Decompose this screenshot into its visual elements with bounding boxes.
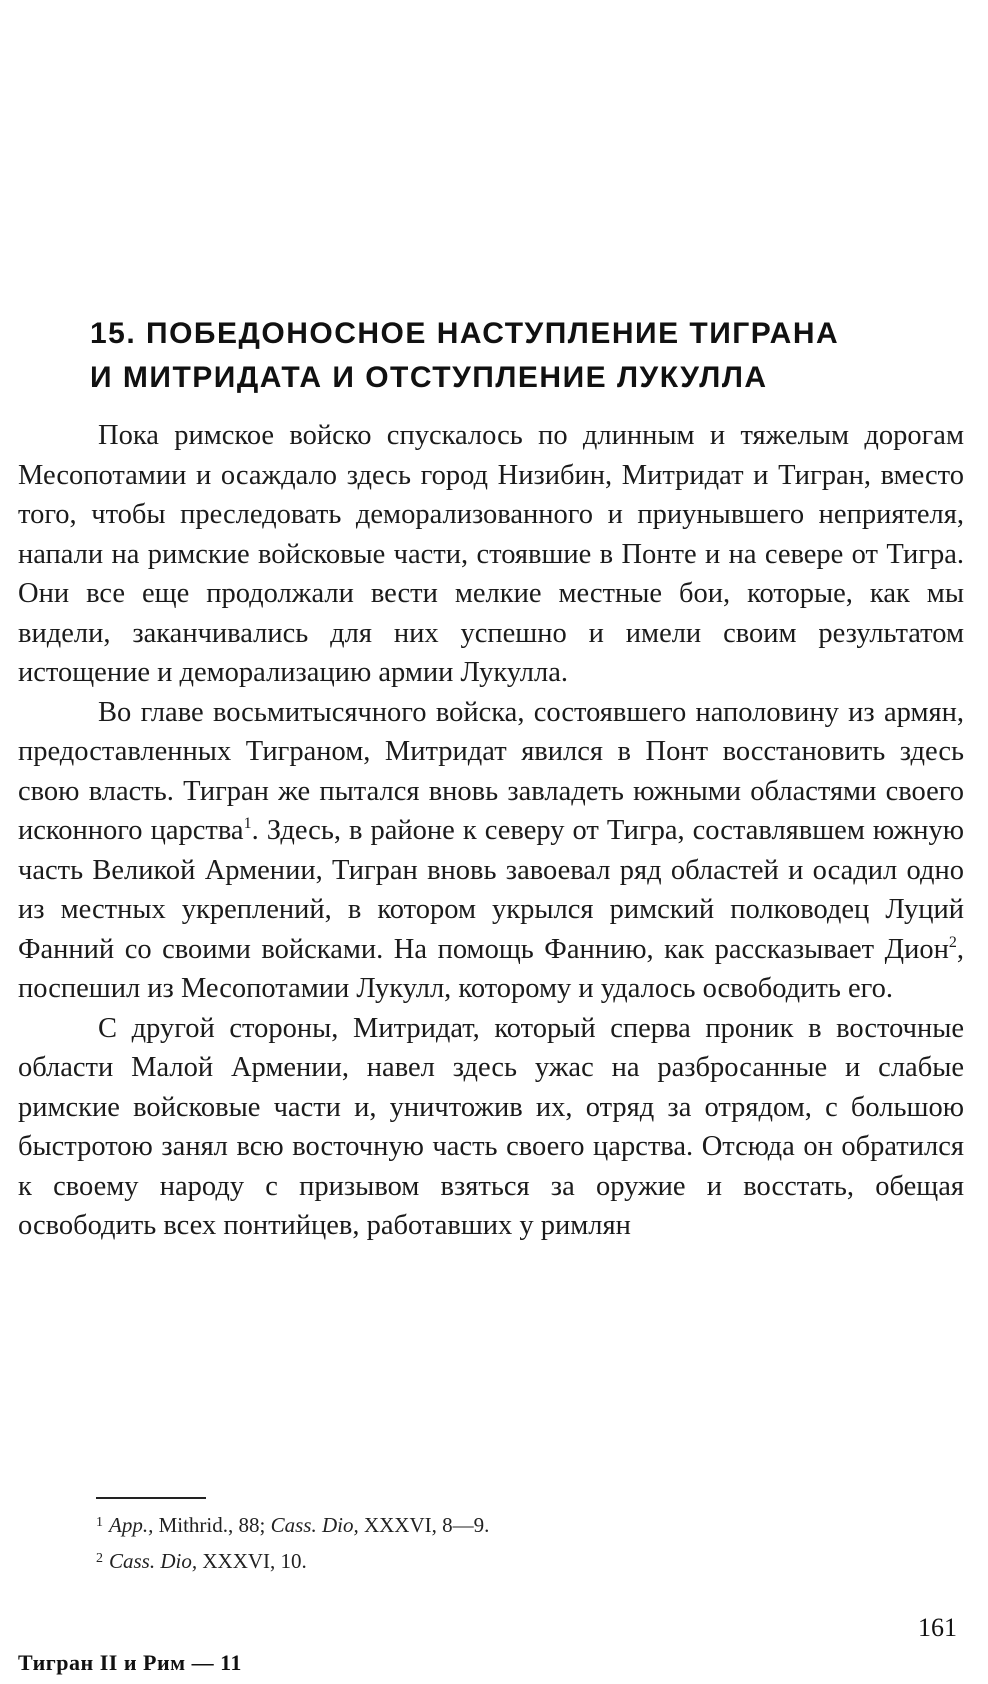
paragraph-2-part-3: , поспешил из Месопотамии Лукулл, которому и удалось освободить его. [18, 933, 964, 1004]
footnotes [96, 1506, 896, 1578]
chapter-heading [90, 312, 910, 400]
footnote-1-source-2: Cass. Dio, [270, 1513, 359, 1537]
paragraph-1: Пока римское войско спускалось по длинным и тяжелым дорогам Месопотамии и осаждало здесь город Низибин, Митридат и Тигран, вместо того, чтобы преследовать деморализованного и приунывшего неприятеля, напали на римские войсковые части, стоявшие в Понте и на севере от Тигра. Они все еще продолжали вести мелкие местные бои, которые, как мы видели, заканчивались для них успешно и имели своим результатом истощение и деморализацию армии Лукулла. [18, 420, 964, 688]
page-number: 161 [918, 1613, 957, 1642]
footnote-1-text-2: XXXVI, 8—9. [358, 1513, 490, 1537]
footnote-2-text: XXXVI, 10. [197, 1549, 307, 1573]
paragraph-2-part-2: . Здесь, в районе к северу от Тигра, составлявшем южную часть Великой Армении, Тигран вновь завоевал ряд областей и осадил одно из местных укреплений, в котором укрылся римский полководец Луций Фанний со своими войсками. На помощь Фаннию, как рассказывает Дион [18, 815, 964, 965]
footnote-divider [96, 1497, 206, 1499]
chapter-heading-line-1: 15. ПОБЕДОНОСНОЕ НАСТУПЛЕНИЕ ТИГРАНА [90, 317, 840, 350]
footnote-2-source: Cass. Dio, [109, 1549, 198, 1573]
footnote-ref-2: 2 [948, 933, 957, 951]
body-text [18, 416, 964, 1246]
footnote-1-source: App., [109, 1513, 154, 1537]
footnote-1-text: Mithrid., 88; [153, 1513, 271, 1537]
footnote-ref-1: 1 [243, 815, 252, 832]
printer-signature: Тигран II и Рим — 11 [18, 1650, 242, 1675]
paragraph-2 [18, 693, 964, 1009]
footnote-2 [96, 1542, 896, 1578]
paragraph-2-part-1: Во главе восьмитысячного войска, состоявшего наполовину из армян, предоставленных Тиграном, Митридат явился в Понт восстановить здесь свою власть. Тигран же пытался вновь завладеть южными областями своего исконного царства [18, 696, 964, 846]
footnote-1 [96, 1506, 896, 1542]
paragraph-3: С другой стороны, Митридат, который сперва проник в восточные области Малой Армении, навел здесь ужас на разбросанные и слабые римские войсковые части и, уничтожив их, отряд за отрядом, с большою быстротою занял всю восточную часть своего царства. Отсюда он обратился к своему народу с призывом взяться за оружие и восстать, обещая освободить всех понтийцев, работавших у римлян [18, 1012, 964, 1241]
chapter-heading-line-2: И МИТРИДАТА И ОТСТУПЛЕНИЕ ЛУКУЛЛА [90, 361, 768, 394]
footnote-2-mark: 2 [96, 1551, 103, 1566]
footnote-1-mark: 1 [96, 1515, 103, 1530]
